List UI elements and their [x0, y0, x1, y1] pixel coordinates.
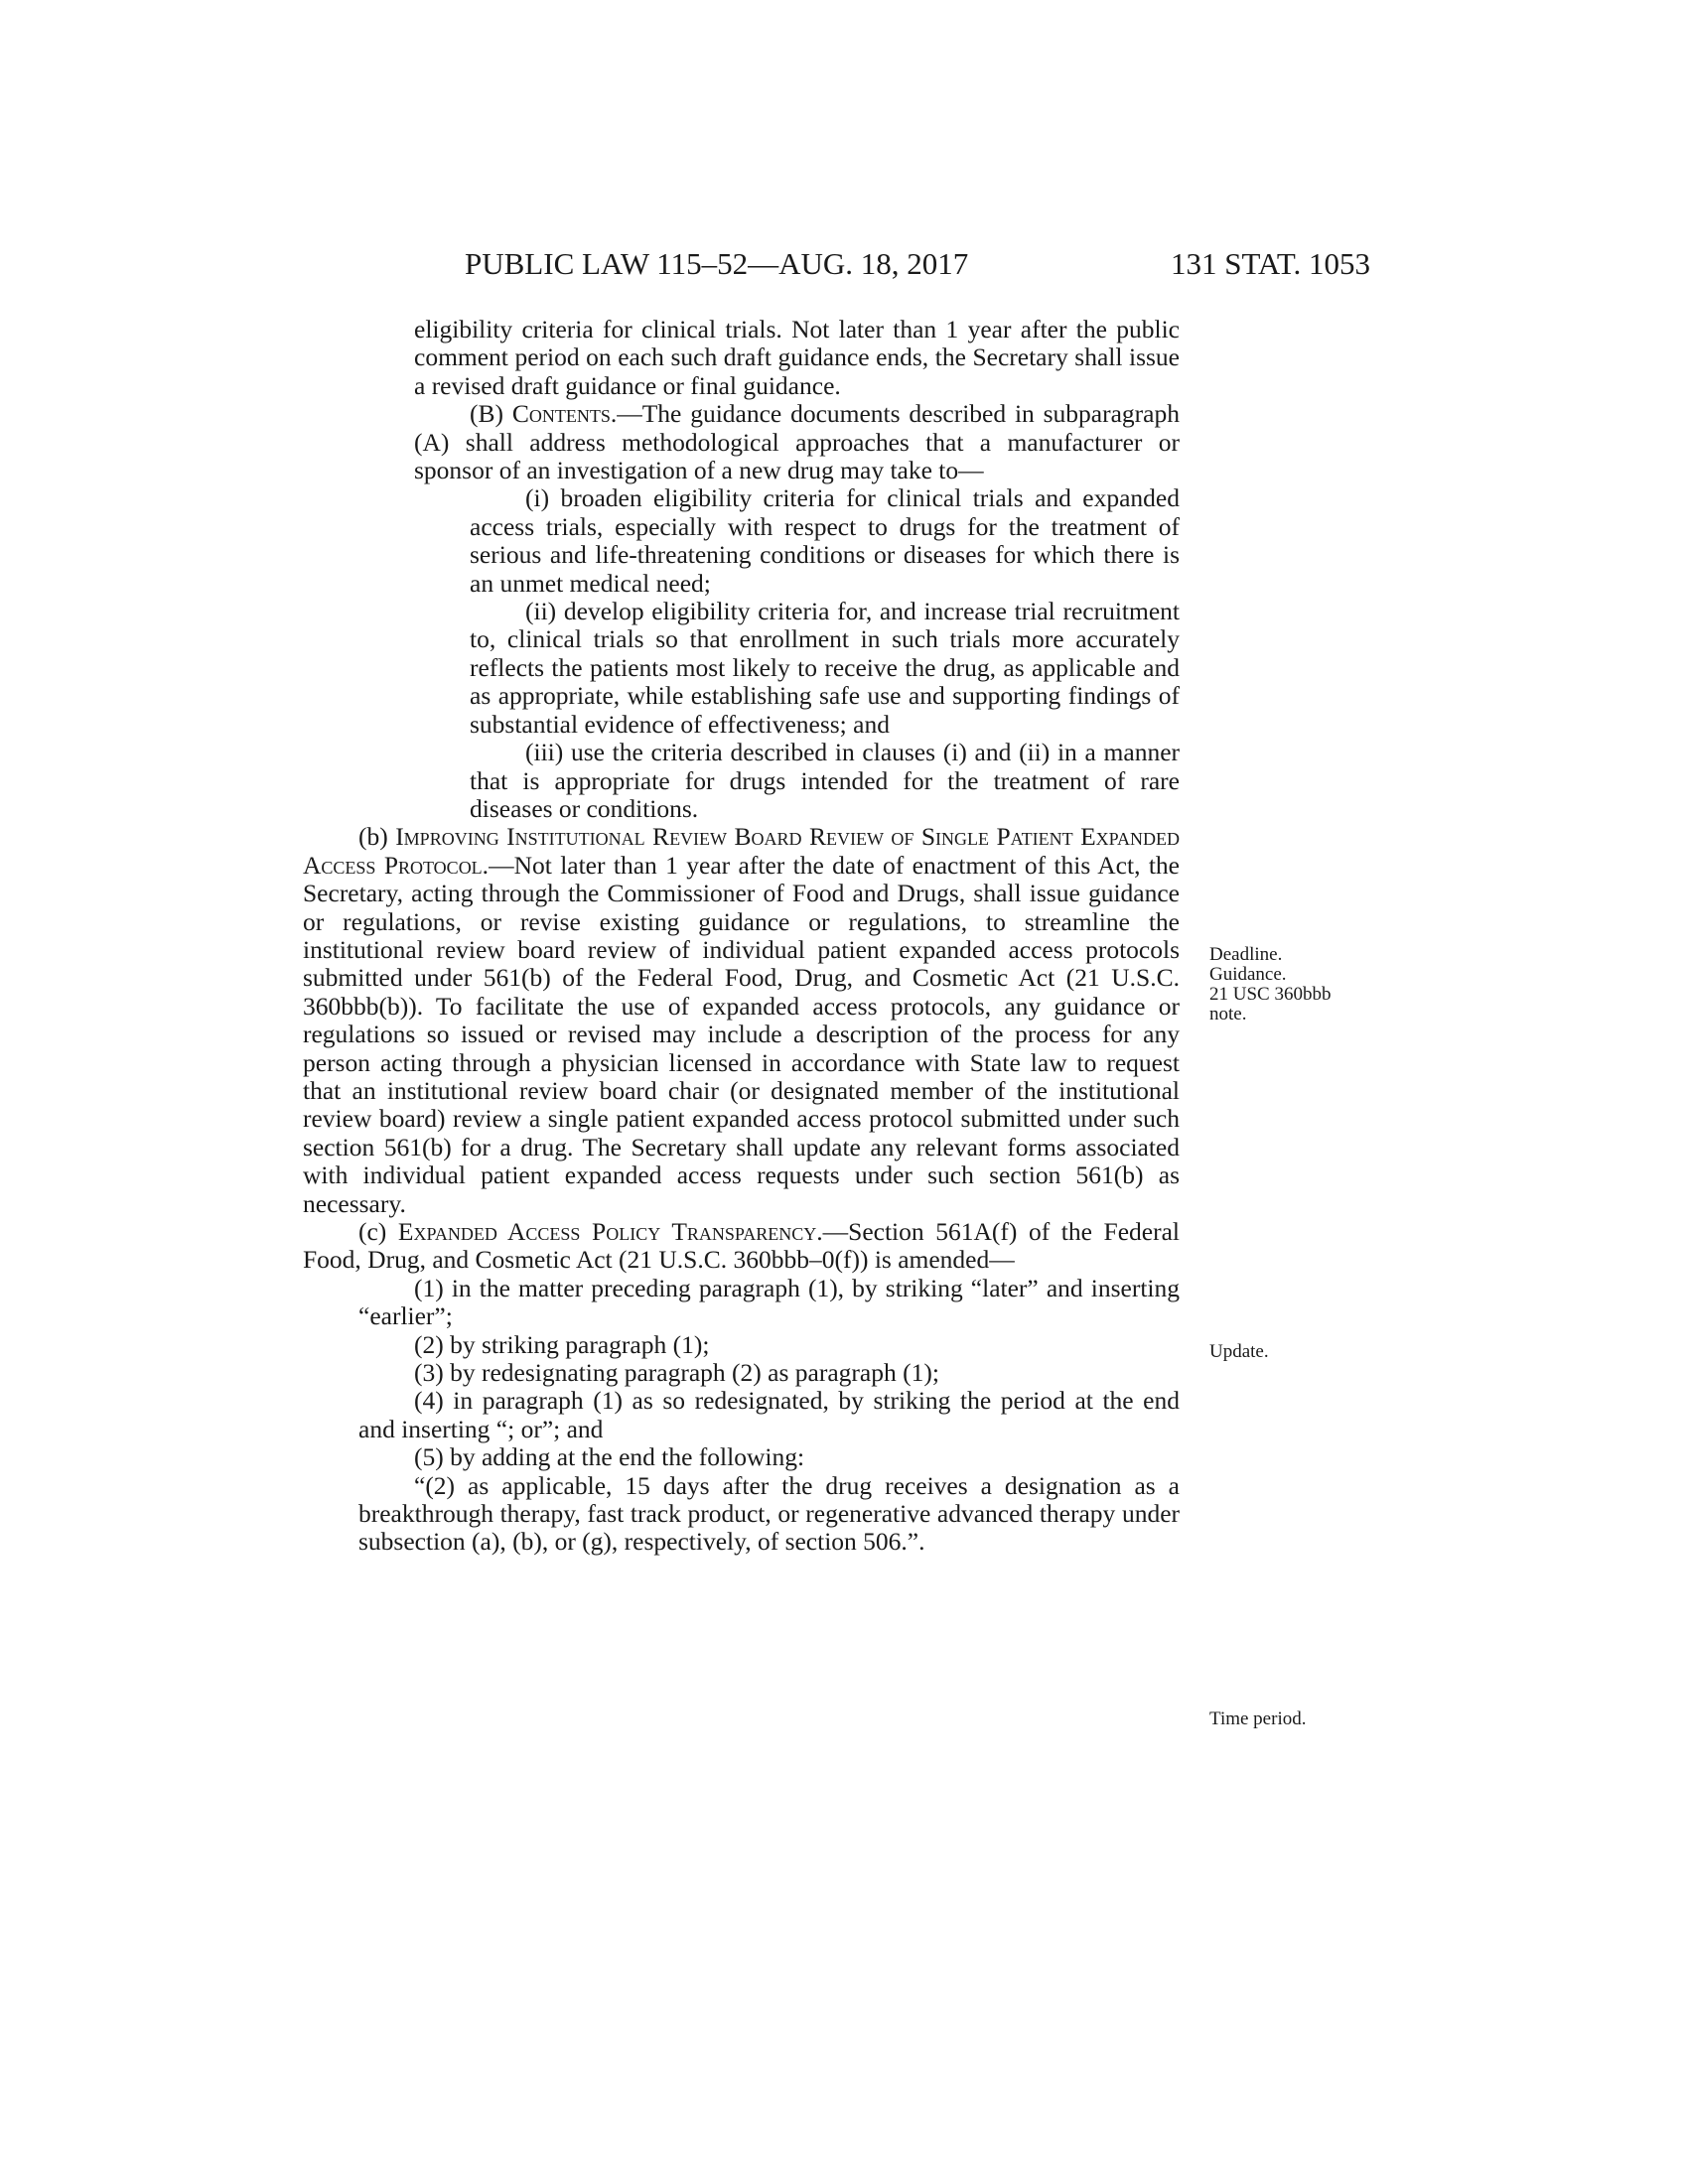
- list-item-1: (1) in the matter preceding paragraph (1), by striking “later” and inserting “earlier”;: [358, 1273, 1180, 1331]
- subsection-b-heading: Improving Institutional Review Board Review of Single Patient Expanded Access Protocol.: [303, 822, 1180, 880]
- subparagraph-heading: (B) Contents.: [470, 399, 618, 429]
- subparagraph-text: —The guidance documents described in subparagraph (A) shall address methodological approaches that a manufacturer or sponsor of an investigation of a new drug may take to—: [414, 399, 1180, 485]
- list-item-4: (4) in paragraph (1) as so redesignated, by striking the period at the end and inserting “; or”; and: [358, 1386, 1180, 1443]
- margin-note-line: 21 USC 360bbb: [1209, 984, 1332, 1005]
- subsection-c-text: —Section 561A(f) of the Federal Food, Drug, and Cosmetic Act (21 U.S.C. 360bbb–0(f)) is amended—: [303, 1217, 1180, 1275]
- margin-note-line: note.: [1209, 1004, 1247, 1024]
- paragraph-continuation: eligibility criteria for clinical trials. Not later than 1 year after the public comment period on each such draft guidance ends, the Secretary shall issue a revised draft guidance or final guidance.: [414, 315, 1180, 400]
- subsection-b-label: (b): [358, 822, 396, 852]
- statute-body: [303, 316, 1180, 1557]
- margin-note-line: Update.: [1209, 1341, 1269, 1362]
- list-item-3: (3) by redesignating paragraph (2) as paragraph (1);: [414, 1358, 939, 1388]
- clause-ii: (ii) develop eligibility criteria for, and increase trial recruitment to, clinical trials so that enrollment in such trials more accurately reflects the patients most likely to receive the drug, as applicable and as appropriate, while establishing safe use and supporting findings of substantial evidence of effectiveness; and: [470, 597, 1180, 739]
- margin-note-line: Guidance.: [1209, 964, 1287, 985]
- subparagraph-b: [303, 400, 1180, 484]
- subsection-c-label: (c): [358, 1217, 398, 1246]
- margin-note-line: Time period.: [1209, 1708, 1307, 1729]
- margin-note-line: Deadline.: [1209, 944, 1283, 965]
- clause-iii: (iii) use the criteria described in clauses (i) and (ii) in a manner that is appropriate for drugs intended for the treatment of rare diseases or conditions.: [470, 738, 1180, 823]
- list-item-2: (2) by striking paragraph (1);: [414, 1329, 710, 1359]
- page-header: [465, 246, 1370, 288]
- header-page-number: 131 STAT. 1053: [1170, 246, 1370, 281]
- clause-i: (i) broaden eligibility criteria for clinical trials and expanded access trials, especially with respect to drugs for the treatment of serious and life-threatening conditions or diseases for which there is an unmet medical need;: [470, 483, 1180, 598]
- margin-note-time-period: [1209, 1709, 1388, 1729]
- margin-note-deadline: [1209, 945, 1388, 1024]
- subsection-c-heading: Expanded Access Policy Transparency.: [397, 1217, 823, 1246]
- list-item-5: (5) by adding at the end the following:: [414, 1442, 805, 1472]
- margin-note-update: [1209, 1342, 1388, 1362]
- subsection-b-text: —Not later than 1 year after the date of enactment of this Act, the Secretary, acting through the Commissioner of Food and Drugs, shall issue guidance or regulations, or revise existing guidance or regulations, to streamline the institutional review board review of individual patient expanded access protocols submitted under 561(b) of the Federal Food, Drug, and Cosmetic Act (21 U.S.C. 360bbb(b)). To facilitate the use of expanded access protocols, any guidance or regulations so issued or revised may include a description of the process for any person acting through a physician licensed in accordance with State law to request that an institutional review board chair (or designated member of the institutional review board) review a single patient expanded access protocol submitted under such section 561(b) for a drug. The Secretary shall update any relevant forms associated with individual patient expanded access requests under such section 561(b) as necessary.: [303, 850, 1180, 1218]
- subsection-c: [303, 1218, 1180, 1275]
- header-title: PUBLIC LAW 115–52—AUG. 18, 2017: [465, 246, 969, 281]
- quoted-paragraph: “(2) as applicable, 15 days after the drug receives a designation as a breakthrough therapy, fast track product, or regenerative advanced therapy under subsection (a), (b), or (g), respectively, of section 506.”.: [358, 1470, 1180, 1557]
- subsection-b: [303, 823, 1180, 1218]
